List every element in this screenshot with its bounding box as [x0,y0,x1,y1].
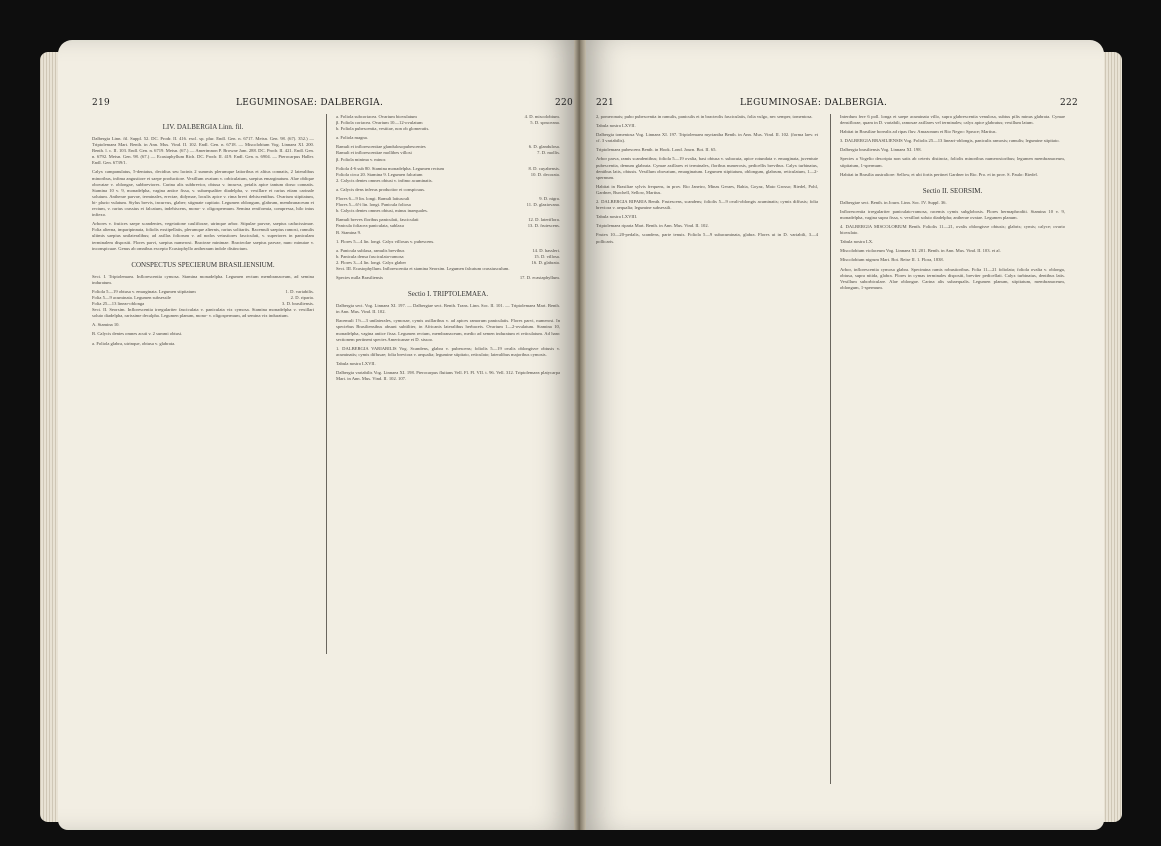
paragraph: Miscolobium violaceum Vog. Linnaea XI. 201. Benth. in Ann. Mus. Vind. II. 103. et al. [840,248,1001,254]
paragraph: β. Foliola minima v. minor. [336,156,387,162]
key-entry-text: 2. Flores 3—4 lin. longi. Calyx glaber [336,259,407,265]
paragraph: Arbores v. frutices saepe scandentes, vegetatione caulifiorae, utrinque arbor. Stipulae parvae, saepius caducissimae. Folia alterna, imparipinnata, foliolis exstipellatis, plerumque alternis, rarius solitariis. Racemuli saepius ramosi, ramulis ultimis saepius unilateralibus; ad axillas foliorum v. ad nodos vetustiores fasciculati, v. superiores in paniculam terminalem dispositi. Flores parvi, saepius numerosi. Bracteae minimae. Bracteolae saepius parvae, nunc minutae v. inconspicuae. Genus ab omnibus excepto Ecastophyllo antheraum indole distinctum. [92,221,314,251]
paragraph: Habitat in Brasilia australiore: Sellow, et ubi fortis pertinet Gardner in Rio. Pro. et in prov. S. Paulo: Riedel. [840,171,1038,177]
right-page-number: 221 [596,98,615,108]
paragraph: Species a Vogelio descripta non satis ab ceteris distincta, foliolis minoribus numerosioribus; legumen membranaceum, stipitatum, 1-spermum. [840,156,1065,168]
key-entry-species: 4. D. miscolobium. [524,114,560,119]
paragraph: Sect. I. Triptolemaea. Inflorescentia cymosa. Stamina monadelpha. Legumen rectum membranaceum, ad semina induratum. [92,273,314,285]
key-entry-species: 14. D. hassleri. [532,247,560,253]
key-entry-species: 13. D. frutescens. [527,223,560,229]
paragraph: 2. DALBERGIA RIPARIA Benth. Frutescens, scandens; foliolis 5—9 ovali-oblongis acuminatis; cymis diffusis; folia breviora v. aequalia; legumine subsessili. [596,199,818,211]
key-entry-species: 3. D. brasiliensis. [281,301,314,307]
key-entry-species: 6. D. glandulosa. [528,144,560,150]
paragraph: Dalbergia Linn. fil. Suppl. 52. DC. Prodr. II. 416. excl. sp. plur. Endl. Gen. n. 6717. Meisn. Gen. 98. (67). 352.) — Triptolemaea Mart. Benth. in Ann. Mus. Vind. II. 102. Endl. Gen. n. 6718. — Miscolobium Vog. Linnaea XI. 200. Benth. l. c. II. 103. Endl. Gen. n. 6719. Meisn. (67.) — Amerimnon P. Browne Jam. 288. DC. Prodr. II. 421. Endl. Gen. n. 6792. Meisn. Gen. 98. (67.) — Ecastaphyllum Rich. DC. Prodr. II. 419. Endl. Gen. n. 6904. — Pterocarpus Haller. Endl. Gen. 6739/1. [92,136,314,166]
paragraph: Tabula nostra LXVIII. [596,214,638,220]
paragraph: Dalbergia brasiliensis Vog. Linnaea XI. 198. [840,147,922,153]
key-entry-species: 2. D. riparia. [290,294,314,300]
paragraph: Tabula nostra LXVII. [596,123,636,129]
paragraph: a. Calycis dens inferus productior et conspicuus. [336,186,426,192]
left-running-head: LEGUMINOSAE: DALBERGIA. [236,98,384,108]
paragraph: Calyx campanulatus, 5-dentatus, decidius seu lacinis 2 summis plerumque latioribus et altius connatis, 2 lateralibus minoribus, infima angustiore et saepe productiore. Vexillum ovatum v. orbiculatum, saepius emarginatum. Alae oblique obovatae v. oblongae, subbreviores. Carina alis subbrevior, obtusa v. incurva, petalis apice tantum dorso connatis. Stamina 10 v. 9, monadelpha, vagina antice fissa, v. subaequaliter diadelpha, v. vexillare et rarius etiam carinale solutum. Antherae parvae, terminales, erectae, didymae, loculis apice v. rima brevi dehiscentibus. Ovarium stipitatum, bi- plurio vulatum. Stylus brevis, incurvus, glaber; stigmate capitato. Legumen oblongum, glabrum, membranaceum et rectum, v. rarius crassius et falcatum, indehiscens, mono- v. oligospermum. Semina reniformia, compressa, hilo intus infiexo. [92,169,314,218]
key-entry-species: 10. D. decorata. [530,171,560,177]
right-right-number: 222 [1060,98,1079,108]
paragraph: 1. Flores 5—4 lin. longi. Calyx villosus v. pubescens. [336,238,435,244]
key-entry-text: Species nulla Brasiliensis [336,275,383,281]
key-entry-text: Foliola circa 20. Stamina 9. Legumen falcatum [336,171,423,177]
key-entry-species: 16. D. glabrata. [531,259,560,265]
paragraph: Habitat in Brasiliae sylvis frequens, in prov. Rio Janeiro, Minas Geraes, Bahia, Goyaz, Mato Grosso; Riedel, Pohl, Gardner, Burchell, Sellow, Martius. [596,183,818,195]
key-entry-species: 9. D. nigra. [539,196,560,202]
left-column-2 [336,114,560,385]
key-entry-species: 11. D. glaziovana. [526,202,560,208]
paragraph: 4. DALBERGIA MISCOLOBIUM Benth. Foliolis 11—21, ovalis oblongisve obtusis; glabris; cymis; calyce; ovario biovulato. [840,224,1065,236]
key-entry-species: 17. D. ecastaphyllum. [519,275,560,281]
paragraph: Racemuli 1½—3 unilaterales, cymosae, cymis axillaribus v. ad apices ramorum paniculatis. Flores parvi, numerosi. In speciebus Brasiliensibus absunt subtiliter, in Africanis lateralibus herbaceis. Ovarium 1—2-ovulatum. Stamina 10, monadelpha, vagina antice fissa. Legumen rectum, membranaceum, medio ad semen induratum et reticulatum. Ad hanc sectionem pertinent species Americanae et D. sissoo. [336,318,560,342]
book-gutter [574,40,586,830]
key-entry-text: β. Foliola coriacea. Ovarium 10—12-ovulatum [336,120,423,126]
key-entry-species: 5. D. spruceana. [530,120,560,126]
left-right-number: 220 [555,98,574,108]
paragraph: Arbor parva, ramis scandentibus; foliola 5—19 ovalia, basi obtusa v. subacuta, apice rotundata v. emarginata, juventute pubescentia, demum glabrata. Cymae axillares et terminales, floribus numerosis, pedicellis brevibus. Calyx turbinatus, dentibus latis, obtusis. Vexillum obovatum, emarginatum. Legumen stipitatum, oblongum, glabrum, reticulatum, 1—2-spermum. [596,156,818,180]
paragraph: B. Stamina 9. [336,229,362,235]
key-entry-text: Flores 6—9 lin. longi. Ramuli latiusculi [336,196,410,202]
key-entry-text: a. Panicula sublaxa, ramulis brevibus [336,247,405,253]
paragraph: Inflorescentia irregulariter paniculato-ramosa, racemis cymis subglobosis. Flores hermaphroditi. Stamina 10 v. 9, monadelpha, vagina supra fissa, v. vexillari soluto diadelpha; antherae ovatae. Legumen planum. [840,208,1065,220]
paragraph: Frutex 10—20-pedalis, scandens, parte tenuis. Foliola 5—9 subacuminata, glabra. Flores ut in D. variabili, 3—4 pollicaris. [596,232,818,244]
paragraph: Tabula nostra LX. [840,239,874,245]
key-entry-species: 8. D. cuyabensis. [528,165,560,171]
paragraph: Tabula nostra LXVII. [336,360,376,366]
right-column-2 [840,114,1065,294]
key-entry-text: Folia 5—9 acuminata. Legumen subsessile [92,294,171,300]
key-entry-text: a. Foliola subcoriacea. Ovarium biovulatum [336,114,417,119]
right-column-1 [596,114,818,248]
key-entry-text: Flores 5—6½ lin. longi. Panicula foliosa [336,202,411,208]
paragraph: Triptolemaea pubescens Benth. in Hook. Lond. Journ. Bot. II. 65. [596,147,717,153]
paragraph: Dalbergia variabilis Vog. Linnaea XI. 198. Pterocarpus fluitans Vell. Fl. Fl. VII. t. 96. Vell. 312. Triptolemaea platycarpa Mart. in Ann. Mus. Vind. II. 102. 107. [336,370,560,382]
paragraph: Triptolemaea riparia Mart. Benth. in Ann. Mus. Vind. II. 102. [596,223,709,229]
section-heading: Sectio I. TRIPTOLEMAEA. [407,290,489,299]
paragraph: Interdum fere 6 poll. longa et saepe acuminata villo, supra glabrescentia venulosa, subtus pilis minus glabrata. Cymae densiflorae, quam in D. variabili, ramosae axillares vel terminales; calyx apice glabratus; vexillum latum. [840,114,1065,126]
paragraph: Sect. III. Ecastophyllum. Inflorescentia et stamina Seorsim. Legumen falcatum crassiusculum. [336,265,510,271]
key-entry-text: Panicula foliacea paniculata, sublaxa [336,223,404,229]
key-entry-text: Folia 25—13 linear-oblonga [92,301,145,307]
section-heading: LIV. DALBERGIA Linn. fil. [162,123,244,131]
paragraph: b. Calycis dentes omnes obtusi, minus inaequales. [336,208,428,214]
paragraph: Sect. II. Seorsim. Inflorescentia irregulariter fasciculata v. paniculata vix cymosa. Stamina monadelpha v. vexillari soluto diadelpha, rarissime decalpha. Legumen planum, mono- v. oligospermum, ad semina vix induratum. [92,307,314,319]
paragraph: Arbor, inflorescentia cymosa glabra. Specimina ramis robustioribus. Folia 11—21 foliolata; foliola ovalia v. oblonga, obtusa, supra nitida, glabra. Flores in cymas terminales dispositi, breviter pedicellati. Calyx turbinatus, dentibus latis. Vexillum suborbiculare. Alae oblongae. Carina alis subaequalis. Legumen planum, stipitatum, membranaceum, oblongum, 1-spermum. [840,266,1065,290]
page-edges-left [40,52,60,822]
paragraph: b. Foliola pubescentia, vestitae, non ob glomeratis. [336,126,430,132]
paragraph: a. Foliola magna. [336,135,368,141]
key-entry-species: 7. D. mollis. [537,150,560,156]
key-entry-species: 12. D. lateriflora. [528,217,560,223]
key-entry-species: 1. D. variabilis. [285,288,314,294]
paragraph: 3. DALBERGIA BRASILIENSIS Vog. Foliolis 25—13 lineari-oblongis, paniculis ramosis; ramulis; legumine stipitato. [840,138,1060,144]
key-entry-text: Foliola 4-6 sub 80. Stamina monadelpha. Legumen rectum [336,165,445,171]
paragraph: Miscolobium nigrum Mart. Bot. Reise II. 1. Flora, 1838. [840,257,944,263]
paragraph: 2. Calycis dentes omnes obtusi v. infimo acuminatis. [336,177,433,183]
section-heading: Sectio II. SEORSIM. [922,186,983,195]
column-divider [830,114,831,784]
right-running-head: LEGUMINOSAE: DALBERGIA. [740,98,888,108]
key-entry-text: b. Panicula densa fasciculata-ramosa [336,253,404,259]
page-edges-right [1102,52,1122,822]
key-entry-species: 15. D. villosa. [534,253,560,259]
paragraph: 2, pomeronais; pubo pubescentia in ramulis, paniculis et in bracteolis fasciculatis, folia vulgo, nec semper, tomentosa. [596,114,813,119]
column-divider [326,114,327,654]
key-entry-text: Ramuli breves floribus paniculati, fasciculati [336,217,419,223]
key-entry-text: Ramuli et inflorescentiae mollibes villosi [336,150,412,156]
left-page-number: 219 [92,98,111,108]
key-entry-text: Ramuli et inflorescentiae glandulosopubescentes [336,144,426,150]
paragraph: Dalbergiae sect. Benth. in Journ. Linn. Soc. IV. Suppl. 36. [840,199,947,205]
paragraph: Dalbergia sect. Vog. Linnaea XI. 197. — Dalbergiae sect. Benth. Trans. Linn. Soc. II. 101. — Triptolemaea Mart. Benth. in Ann. Mus. Vind. II. 102. [336,303,560,315]
left-column-1 [92,114,314,350]
paragraph: a. Foliola glabra, utrinque, obtusa v. glabrata. [92,340,176,346]
paragraph: 1. DALBERGIA VARIABILIS Vog. Scandens, glabra v. pubescens; foliolis 5—19 ovalis oblongisve obtusis v. acuminatis; cymis diffusae; folia breviora v. aequalia; legumine stipitato, reticulato; lateralibus majoribus cymosis. [336,345,560,357]
paragraph: A. Stamina 10. [92,322,120,328]
paragraph: Dalbergia tomentosa Vog. Linnaea XI. 197. Triptolemaea myriantha Benth. in Ann. Mus. Vind. II. 102. (forma laev. et cf. 3 variabilis). [596,132,818,144]
paragraph: B. Calycis dentes omnes acuti v. 2 summi obtusi. [92,331,183,337]
key-entry [336,275,560,281]
paragraph: Habitat in Brasiliae borealis ad ripas fluv. Amazonum et Rio Negro: Spruce; Martius. [840,129,997,135]
key-entry-text: Foliola 5—19 obtusa v. emarginata. Legumen stipitatum [92,288,196,294]
section-heading: CONSPECTUS SPECIERUM BRASILIENSIUM. [131,260,275,269]
